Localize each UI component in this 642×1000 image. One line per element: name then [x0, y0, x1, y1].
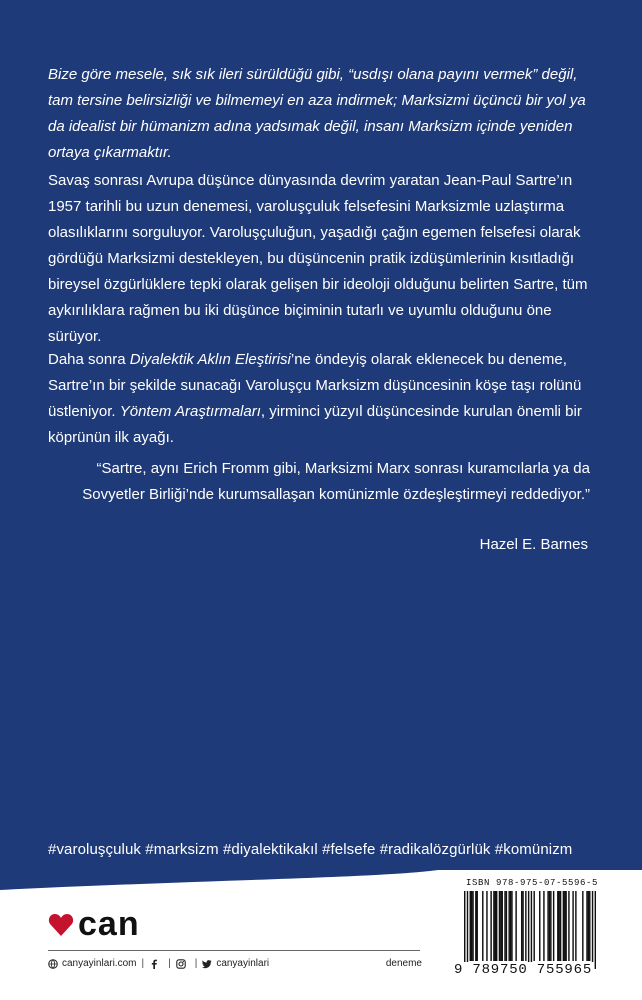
- barcode-bar: [490, 891, 491, 961]
- separator: |: [141, 958, 145, 969]
- barcode-bar: [539, 891, 540, 961]
- heart-icon: [48, 913, 74, 937]
- paragraph2-text-2: ’ne öndeyiş olarak eklenecek bu deneme, Sartre’ın bir şekilde sunacağı Varoluşçu Marksizm düşüncesinin köşe taşı rolünü üstleniyor.: [48, 351, 582, 420]
- barcode-bar: [508, 891, 509, 961]
- twitter-icon[interactable]: [202, 959, 212, 969]
- isbn-label: ISBN 978-975-07-5596-5: [466, 878, 599, 888]
- barcode-bar: [470, 891, 471, 961]
- epigraph: Bize göre mesele, sık sık ileri sürüldüğü gibi, “usdışı olana payını vermek” değil, tam tersine belirsizliği ve bilmemeyi en aza indirmek; Marksizmi üçüncü bir yol ya da idealist bir hümanizm adına yadsımak değil, insanı Marksizm içinde yeniden ortaya çıkarmaktır.: [48, 66, 586, 161]
- isbn-digits: 9 789750 755965: [454, 962, 593, 978]
- work-title-italic: Yöntem Araştırmaları: [119, 403, 261, 420]
- barcode-bar: [560, 891, 561, 961]
- barcode-bar: [531, 891, 532, 969]
- book-title-italic: Diyalektik Aklın Eleştirisi: [129, 351, 291, 368]
- barcode-bar: [504, 891, 505, 961]
- barcode-bar: [565, 891, 566, 961]
- facebook-icon[interactable]: [149, 959, 159, 969]
- barcode-bar: [511, 891, 512, 961]
- barcode-bar: [558, 891, 559, 961]
- separator: |: [168, 958, 171, 969]
- barcode-bar: [506, 891, 507, 961]
- quote-author: Hazel E. Barnes: [479, 536, 588, 553]
- barcode-bar: [575, 891, 576, 961]
- publisher-footer: [48, 958, 422, 969]
- description-paragraph-1: Savaş sonrası Avrupa düşünce dünyasında devrim yaratan Jean-Paul Sartre’ın 1957 tarihli bu uzun denemesi, varoluşçuluk felsefesini Marksizmle uzlaştırma olasılıklarını sorguluyor. Varoluşçuluğun, yaşadığı çağın egemen felsefesi olarak gördüğü Marksizmi destekleyen, bu düşüncenin pratik izdüşümlerinin kısıtladığı bireysel özgürlüklere tepki olarak gelişen bir ideoloji olduğunu belirten Sartre, tüm aykırılıklara rağmen bu iki düşünce biçiminin tutarlı ve uyumlu olduğunu öne sürüyor.: [48, 172, 588, 345]
- description-paragraph-2: [48, 347, 596, 451]
- barcode-bar: [589, 891, 590, 961]
- barcode-bar: [549, 891, 550, 961]
- barcode-bar: [475, 891, 476, 961]
- barcode-bar: [550, 891, 551, 961]
- review-quote: “Sartre, aynı Erich Fromm gibi, Marksizmi Marx sonrası kuramcılarla ya da Sovyetler Birliği’nde kurumsallaşan komünizmle özdeşleştirmeyi reddediyor.”: [82, 460, 590, 503]
- barcode-bar: [472, 891, 473, 961]
- barcode-bar: [528, 891, 529, 969]
- barcode-bar: [464, 891, 465, 969]
- barcode-bar: [563, 891, 564, 961]
- website-link[interactable]: canyayinlari.com: [62, 958, 137, 969]
- barcode-bar: [525, 891, 526, 961]
- barcode-bar: [547, 891, 548, 961]
- barcode-bar: [522, 891, 523, 961]
- paragraph2-text-1: Daha sonra: [48, 351, 130, 368]
- barcode-bar: [543, 891, 544, 961]
- barcode: [464, 891, 596, 969]
- barcode-bar: [564, 891, 565, 961]
- barcode-bar: [496, 891, 497, 961]
- instagram-icon[interactable]: [176, 959, 186, 969]
- barcode-bar: [486, 891, 487, 961]
- barcode-bar: [495, 891, 496, 961]
- separator: |: [194, 958, 198, 969]
- barcode-bar: [568, 891, 569, 961]
- barcode-bar: [592, 891, 593, 969]
- hashtags: #varoluşçuluk #marksizm #diyalektikakıl #felsefe #radikalözgürlük #komünizm: [48, 841, 573, 858]
- social-handle[interactable]: canyayinlari: [216, 958, 270, 969]
- barcode-bar: [482, 891, 483, 961]
- barcode-bar: [557, 891, 558, 961]
- barcode-bar: [515, 891, 516, 961]
- barcode-bar: [500, 891, 501, 961]
- genre-label: deneme: [385, 958, 422, 969]
- barcode-bar: [582, 891, 583, 961]
- barcode-bar: [467, 891, 468, 969]
- publisher-logo: [48, 905, 140, 944]
- barcode-bar: [493, 891, 494, 961]
- barcode-bar: [553, 891, 554, 961]
- barcode-bar: [521, 891, 522, 961]
- barcode-bar: [572, 891, 573, 961]
- barcode-bar: [499, 891, 500, 961]
- barcode-bar: [588, 891, 589, 961]
- barcode-bar: [595, 891, 596, 969]
- globe-icon: [48, 959, 58, 969]
- barcode-bar: [510, 891, 511, 961]
- logo-text: can: [78, 905, 140, 943]
- footer-divider: [48, 950, 420, 951]
- barcode-bar: [477, 891, 478, 961]
- barcode-bar: [502, 891, 503, 961]
- barcode-bar: [586, 891, 587, 961]
- barcode-bar: [533, 891, 534, 961]
- barcode-bar: [471, 891, 472, 961]
- paragraph2-text-3: , yirminci yüzyıl düşüncesinde kurulan önemli bir köprünün ilk ayağı.: [48, 403, 582, 446]
